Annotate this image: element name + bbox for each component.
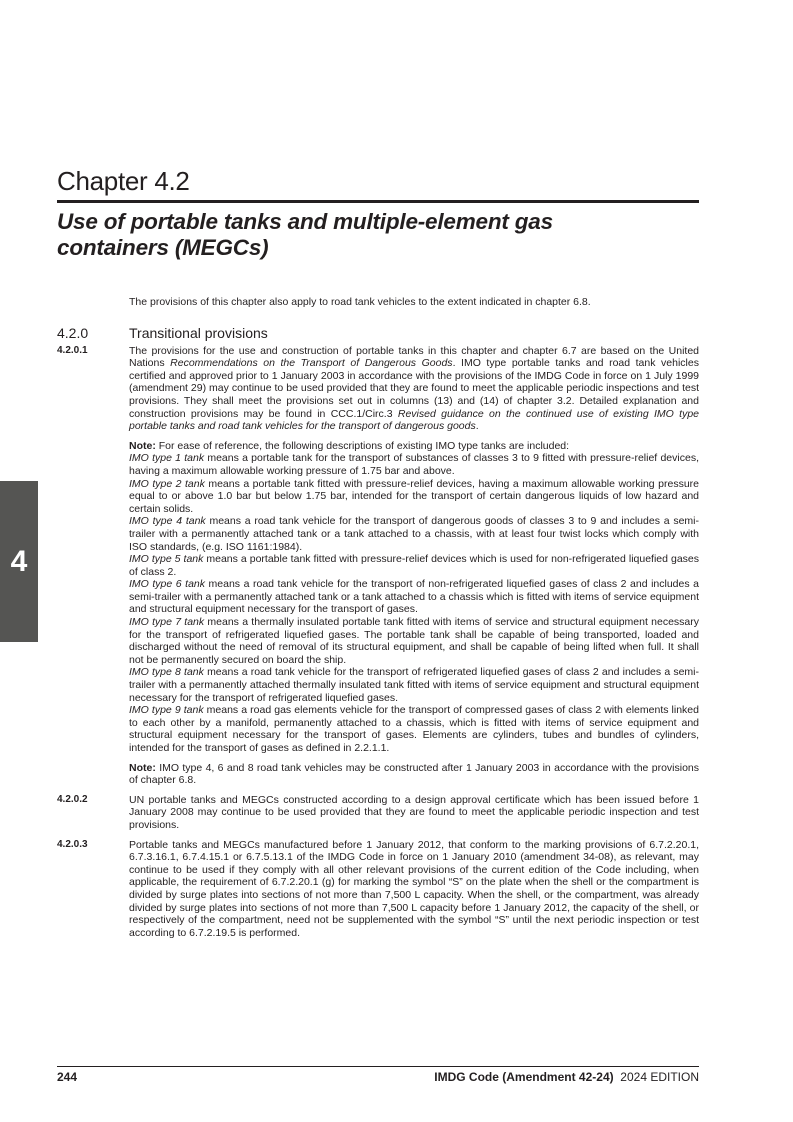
main-content [57,327,699,946]
footer-title [434,1070,699,1084]
chapter-title: Chapter 4.2 [57,166,190,196]
paragraph-number: 4.2.0.2 [57,793,88,805]
page-number: 244 [57,1070,78,1084]
tank-type-definition [129,578,699,616]
tank-type-text: means a road gas elements vehicle for the transport of compressed gases of class 2 with elements linked to each other by a manifold, permanently attached to a chassis, which is fitted with items of service equipment and structural equipment necessary for the transport of gases. Elements are cylinders, tubes and bundles of cylinders, intended for the transport of gases as defined in 2.2.1.1. [129,704,699,754]
tank-type-name: IMO type 4 tank [129,515,206,528]
publication-title: IMDG Code (Amendment 42-24) [434,1070,614,1084]
text-run: The provisions for the use and construction of portable tanks in this chapter and chapter 6.7 are based on the United Nations [129,344,699,370]
tank-type-definition [129,452,699,477]
tank-type-name: IMO type 9 tank [129,704,204,717]
note [129,762,699,787]
italic-title: Revised guidance on the continued use of existing IMO type portable tanks and road tank vehicles for the transport of dangerous goods [129,407,700,433]
paragraph-number: 4.2.0.3 [57,838,88,850]
chapter-subtitle: Use of portable tanks and multiple-element gas containers (MEGCs) [57,209,553,260]
section-number: 4.2.0 [57,325,89,341]
note-text: For ease of reference, the following descriptions of existing IMO type tanks are included: [155,439,570,452]
tank-type-definition [129,553,699,578]
paragraph-body [129,839,699,940]
chapter-side-tab: 4 [0,481,38,642]
tank-type-definition [129,515,699,553]
tank-type-text: means a road tank vehicle for the transport of refrigerated liquefied gases of class 2 and includes a semi-trailer with a permanently attached thermally insulated tank fitted with items of service equipment and structural equipment necessary for the transport of refrigerated liquefied gases. [129,666,699,704]
tank-type-text: means a portable tank for the transport of substances of classes 3 to 9 fitted with pressure-relief devices, having a maximum allowable working pressure of 1.75 bar and above. [129,452,699,477]
tank-type-text: means a road tank vehicle for the transport of non-refrigerated liquefied gases of class 2 and includes a semi-trailer with a permanently attached tank or a tank attached to a chassis which is fitted with items of service equipment and structural equipment necessary for the transport of gases. [129,578,699,616]
tank-type-definition [129,666,699,704]
section-title: Transitional provisions [129,325,268,341]
tank-type-text: means a portable tank fitted with pressure-relief devices, having a maximum allowable working pressure equal to or above 1.0 bar but below 1.75 bar, intended for the transport of certain dangerous liquids of low hazard and certain solids. [129,477,699,515]
chapter-title-rule [57,200,699,203]
italic-title: Recommendations on the Transport of Dangerous Goods [170,357,453,370]
paragraph-body [129,345,699,787]
paragraph-number: 4.2.0.1 [57,344,88,356]
tank-type-text: means a thermally insulated portable tank fitted with items of service and structural equipment necessary for the transport of refrigerated liquefied gases. The portable tank shall be capable of being transported, loaded and discharged without the need of removal of its structural equipment, and shall be capable of being lifted when full. It shall not be permanently secured on board the ship. [129,616,699,666]
tank-type-name: IMO type 6 tank [129,578,205,591]
tank-type-name: IMO type 7 tank [129,616,205,629]
tank-type-name: IMO type 8 tank [129,666,204,679]
tank-type-name: IMO type 2 tank [129,477,205,490]
note-label: Note: [129,439,156,452]
tank-type-name: IMO type 5 tank [129,553,204,566]
paragraph-4-2-0-2 [57,794,699,832]
note-label: Note: [129,761,156,774]
tank-type-text: means a road tank vehicle for the transport of dangerous goods of classes 3 to 9 and includes a semi-trailer with a permanently attached tank or a tank attached to a chassis, with at least four twist locks which comply with ISO standards, (e.g. ISO 1161:1984). [129,515,699,553]
tank-type-definition [129,616,699,666]
paragraph-text: UN portable tanks and MEGCs constructed according to a design approval certificate which has been issued before 1 January 2008 may continue to be used provided that they are found to meet the applicable periodic inspection and test provisions. [129,793,699,831]
section-heading [57,327,699,340]
paragraph-text: Portable tanks and MEGCs manufactured before 1 January 2012, that conform to the marking provisions of 6.7.2.20.1, 6.7.3.16.1, 6.7.4.15.1 or 6.7.5.13.1 of the IMDG Code in force on 1 January 2010 (amendment 34-08), as relevant, may continue to be used if they comply with all other relevant provisions of the current edition of the Code including, when applicable, the requirement of 6.7.2.20.1 (g) for marking the symbol “S” on the plate when the shell or the compartment is divided by surge plates into sections of not more than 7,500 L capacity. When the shell, or the compartment, was already divided by surge plates into sections of not more than 7,500 L capacity before 1 January 2012, the capacity of the shell, or respectively of the compartment, need not be supplemented with the symbol “S” until the next periodic inspection or test according to 6.7.2.19.5 is performed. [129,838,699,939]
tank-type-text: means a portable tank fitted with pressure-relief devices which is used for non-refrigerated liquefied gases of class 2. [129,553,699,578]
footer-rule [57,1066,699,1067]
edition: 2024 EDITION [620,1070,699,1084]
tank-type-definition [129,704,699,754]
paragraph-body [129,794,699,832]
text-run: . [475,420,479,433]
paragraph-4-2-0-3 [57,839,699,940]
intro-text: The provisions of this chapter also apply to road tank vehicles to the extent indicated in chapter 6.8. [129,296,591,308]
tank-type-name: IMO type 1 tank [129,452,205,465]
text-run: . IMO type portable tanks and road tank vehicles certified and approved prior to 1 January 2003 in accordance with the provisions of the IMDG Code in force on 1 July 1999 (amendment 29) may continue to be used provided that they are found to meet the applicable periodic inspections and test provisions. They shall meet the provisions set out in columns (13) and (14) of chapter 3.2. Detailed explanation and construction provisions may be found in CCC.1/Circ.3 [129,357,699,420]
paragraph-text [129,345,699,433]
note-intro [129,440,699,453]
tank-type-definition [129,478,699,516]
note-text: IMO type 4, 6 and 8 road tank vehicles may be constructed after 1 January 2003 in accordance with the provisions of chapter 6.8. [129,761,699,787]
paragraph-4-2-0-1 [57,345,699,787]
